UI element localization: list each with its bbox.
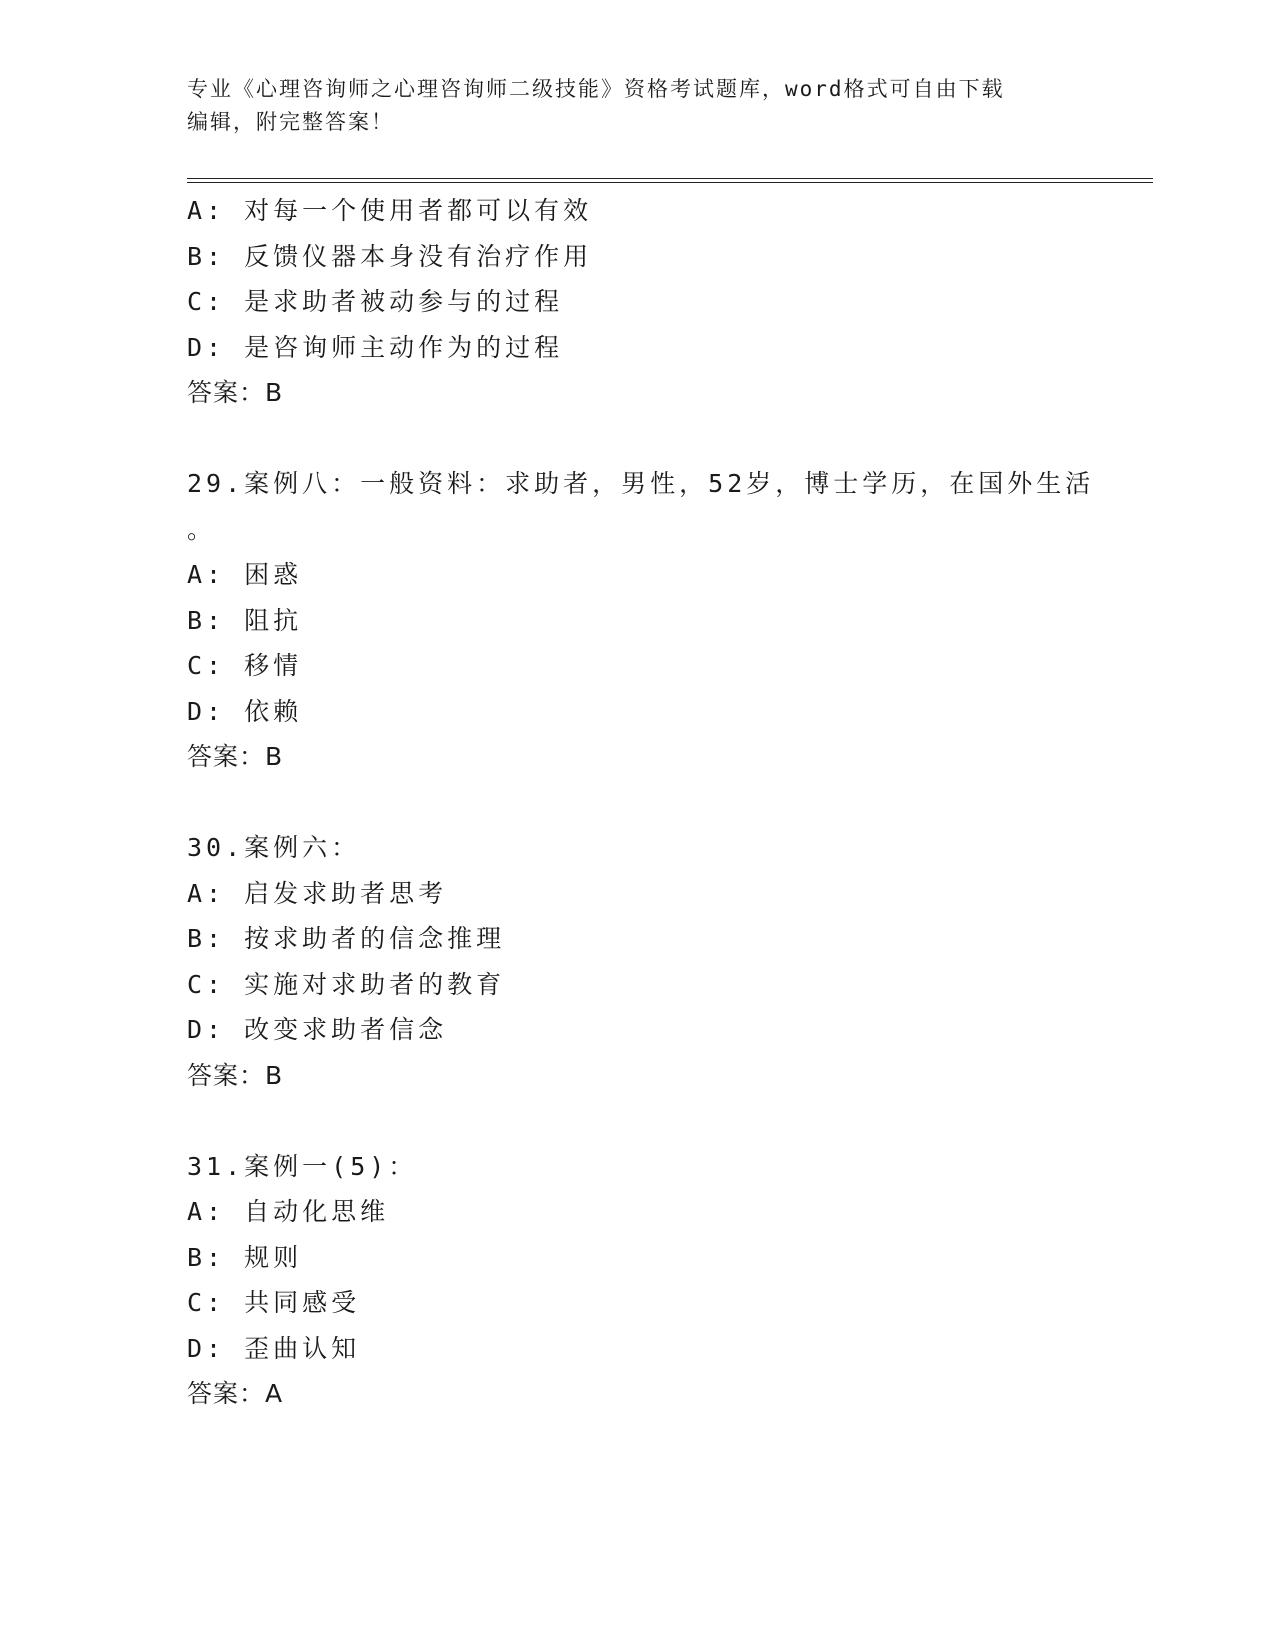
question-30 (187, 825, 1087, 1098)
spacer (187, 416, 1087, 462)
option-d: D: 改变求助者信念 (187, 1015, 448, 1044)
option-b: B: 反馈仪器本身没有治疗作用 (187, 241, 593, 271)
option-b: B: 按求助者的信念推理 (187, 924, 506, 953)
question-29 (187, 461, 1095, 780)
option-d: D: 依赖 (187, 696, 303, 726)
header-line-1: 专业《心理咨询师之心理咨询师二级技能》资格考试题库，word格式可自由下载 (187, 77, 1005, 101)
option-d: D: 歪曲认知 (187, 1333, 361, 1363)
header-line-2: 编辑，附完整答案！ (187, 110, 394, 134)
question-stem: 31.案例一(5)： (187, 1151, 418, 1181)
option-a: A: 自动化思维 (187, 1197, 390, 1226)
option-a: A: 困惑 (187, 560, 303, 589)
option-c: C: 是求助者被动参与的过程 (187, 287, 564, 316)
spacer (187, 1098, 1087, 1144)
option-b: B: 阻抗 (187, 605, 303, 635)
question-31 (187, 1144, 1087, 1417)
answer: 答案：B (187, 742, 284, 771)
option-d: D: 是咨询师主动作为的过程 (187, 332, 564, 362)
spacer (187, 780, 1087, 826)
option-b: B: 规则 (187, 1242, 303, 1272)
answer: 答案：A (187, 1379, 284, 1408)
page-header (187, 73, 1087, 139)
option-c: C: 移情 (187, 651, 303, 680)
question-28 (187, 188, 1087, 416)
question-stem: 30.案例六： (187, 833, 361, 862)
option-c: C: 实施对求助者的教育 (187, 969, 506, 999)
option-a: A: 启发求助者思考 (187, 878, 448, 908)
answer: 答案：B (187, 378, 284, 407)
answer: 答案：B (187, 1060, 284, 1090)
option-a: A: 对每一个使用者都可以有效 (187, 196, 593, 225)
question-stem: 29.案例八：一般资料：求助者，男性，52岁，博士学历，在国外生活 (187, 469, 1095, 498)
question-list (187, 188, 1095, 1417)
question-stem-continuation: 。 (187, 514, 217, 544)
header-double-rule (187, 178, 1153, 183)
option-c: C: 共同感受 (187, 1288, 361, 1317)
